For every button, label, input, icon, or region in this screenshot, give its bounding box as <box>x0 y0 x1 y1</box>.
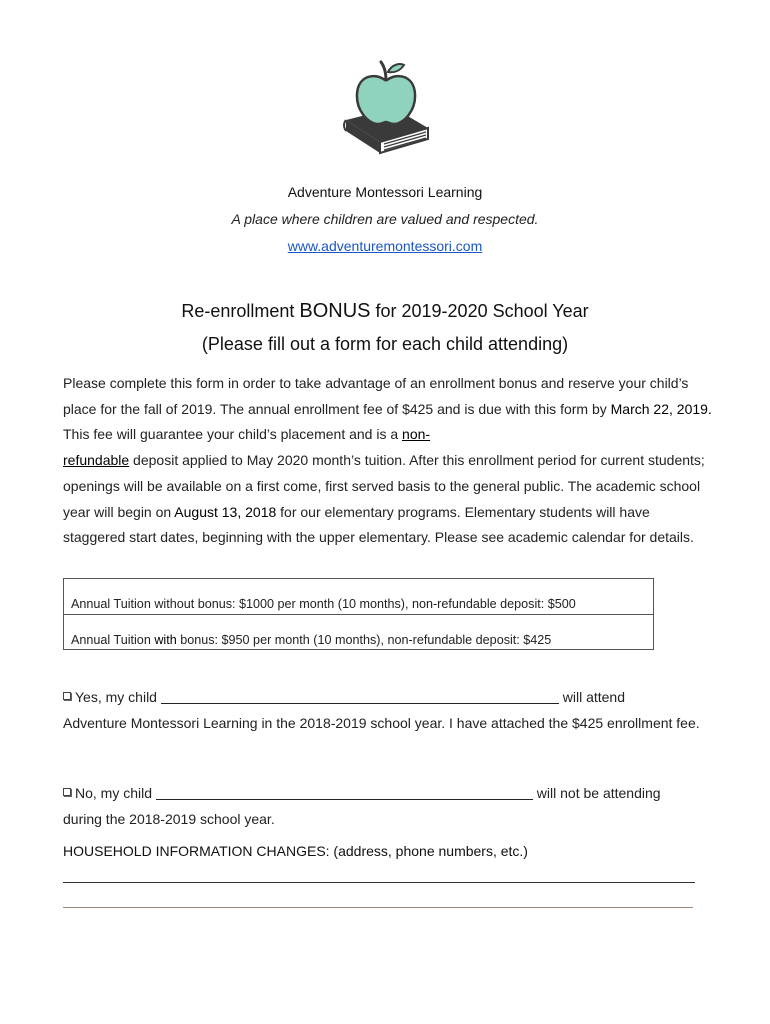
yes-child-name-field[interactable] <box>161 689 559 704</box>
intro-part4: for our elementary programs. Elementary students will have staggered start dates, beginning with the upper elementary. Please see academic calendar for details. <box>63 503 694 546</box>
non-refundable-text-1: non- <box>402 426 431 443</box>
household-entry-line-2[interactable] <box>63 907 693 908</box>
title-suffix: for 2019-2020 School Year <box>370 301 589 321</box>
title-prefix: Re-enrollment <box>181 301 300 321</box>
school-start-date: August 13, 2018 <box>174 503 277 520</box>
no-child-name-field[interactable] <box>156 785 533 800</box>
intro-part3: deposit applied to May 2020 month’s tuition. After this enrollment period for current students; openings will be available on a first come, first served basis to the general public. The academic school year will begin on <box>63 452 705 520</box>
intro-part2: This fee will guarantee your child’s placement and is a <box>63 426 403 443</box>
household-changes-label: HOUSEHOLD INFORMATION CHANGES: (address, phone numbers, etc.) <box>63 843 528 859</box>
yes-option-tail: will attend <box>558 689 626 705</box>
deadline-date: March 22, 2019. <box>610 400 712 417</box>
apple-on-book-icon <box>338 58 434 158</box>
no-option-lead: No, my child <box>75 785 156 801</box>
no-option-tail: will not be attending <box>532 785 661 801</box>
tagline: A place where children are valued and respected. <box>231 211 539 227</box>
intro-part1: Please complete this form in order to take advantage of an enrollment bonus and reserve your child’s place for the fall of 2019. The annual enrollment fee of $425 and is due with this form by <box>63 375 689 417</box>
yes-option-rest: Adventure Montessori Learning in the 2018-2019 school year. I have attached the $425 enrollment fee. <box>63 714 700 731</box>
tuition-row2-prefix: Annual Tuition <box>71 633 155 647</box>
website-link-text[interactable]: www.adventuremontessori.com <box>287 238 483 254</box>
non-refundable-text-2: refundable <box>63 452 130 469</box>
yes-option-lead: Yes, my child <box>75 689 161 705</box>
tuition-row2-suffix: bonus: $950 per month (10 months), non-refundable deposit: $425 <box>176 633 552 647</box>
intro-paragraph <box>63 371 713 551</box>
no-option-rest: during the 2018-2019 school year. <box>63 810 275 827</box>
tuition-row-without-bonus: Annual Tuition without bonus: $1000 per month (10 months), non-refundable deposit: $500 <box>71 597 576 611</box>
yes-checkbox[interactable] <box>63 692 71 700</box>
form-title <box>0 300 770 323</box>
website-link[interactable] <box>0 238 770 254</box>
no-checkbox[interactable] <box>63 788 71 796</box>
tuition-row2-with: with <box>154 633 177 647</box>
form-subtitle: (Please fill out a form for each child attending) <box>201 334 569 354</box>
tuition-table <box>63 578 654 650</box>
title-bonus: BONUS <box>299 300 371 322</box>
yes-option-block <box>63 685 713 736</box>
organization-name: Adventure Montessori Learning <box>287 184 483 200</box>
no-option-block <box>63 781 713 832</box>
tuition-row-with-bonus <box>64 614 653 649</box>
household-entry-line-1[interactable] <box>63 882 695 883</box>
